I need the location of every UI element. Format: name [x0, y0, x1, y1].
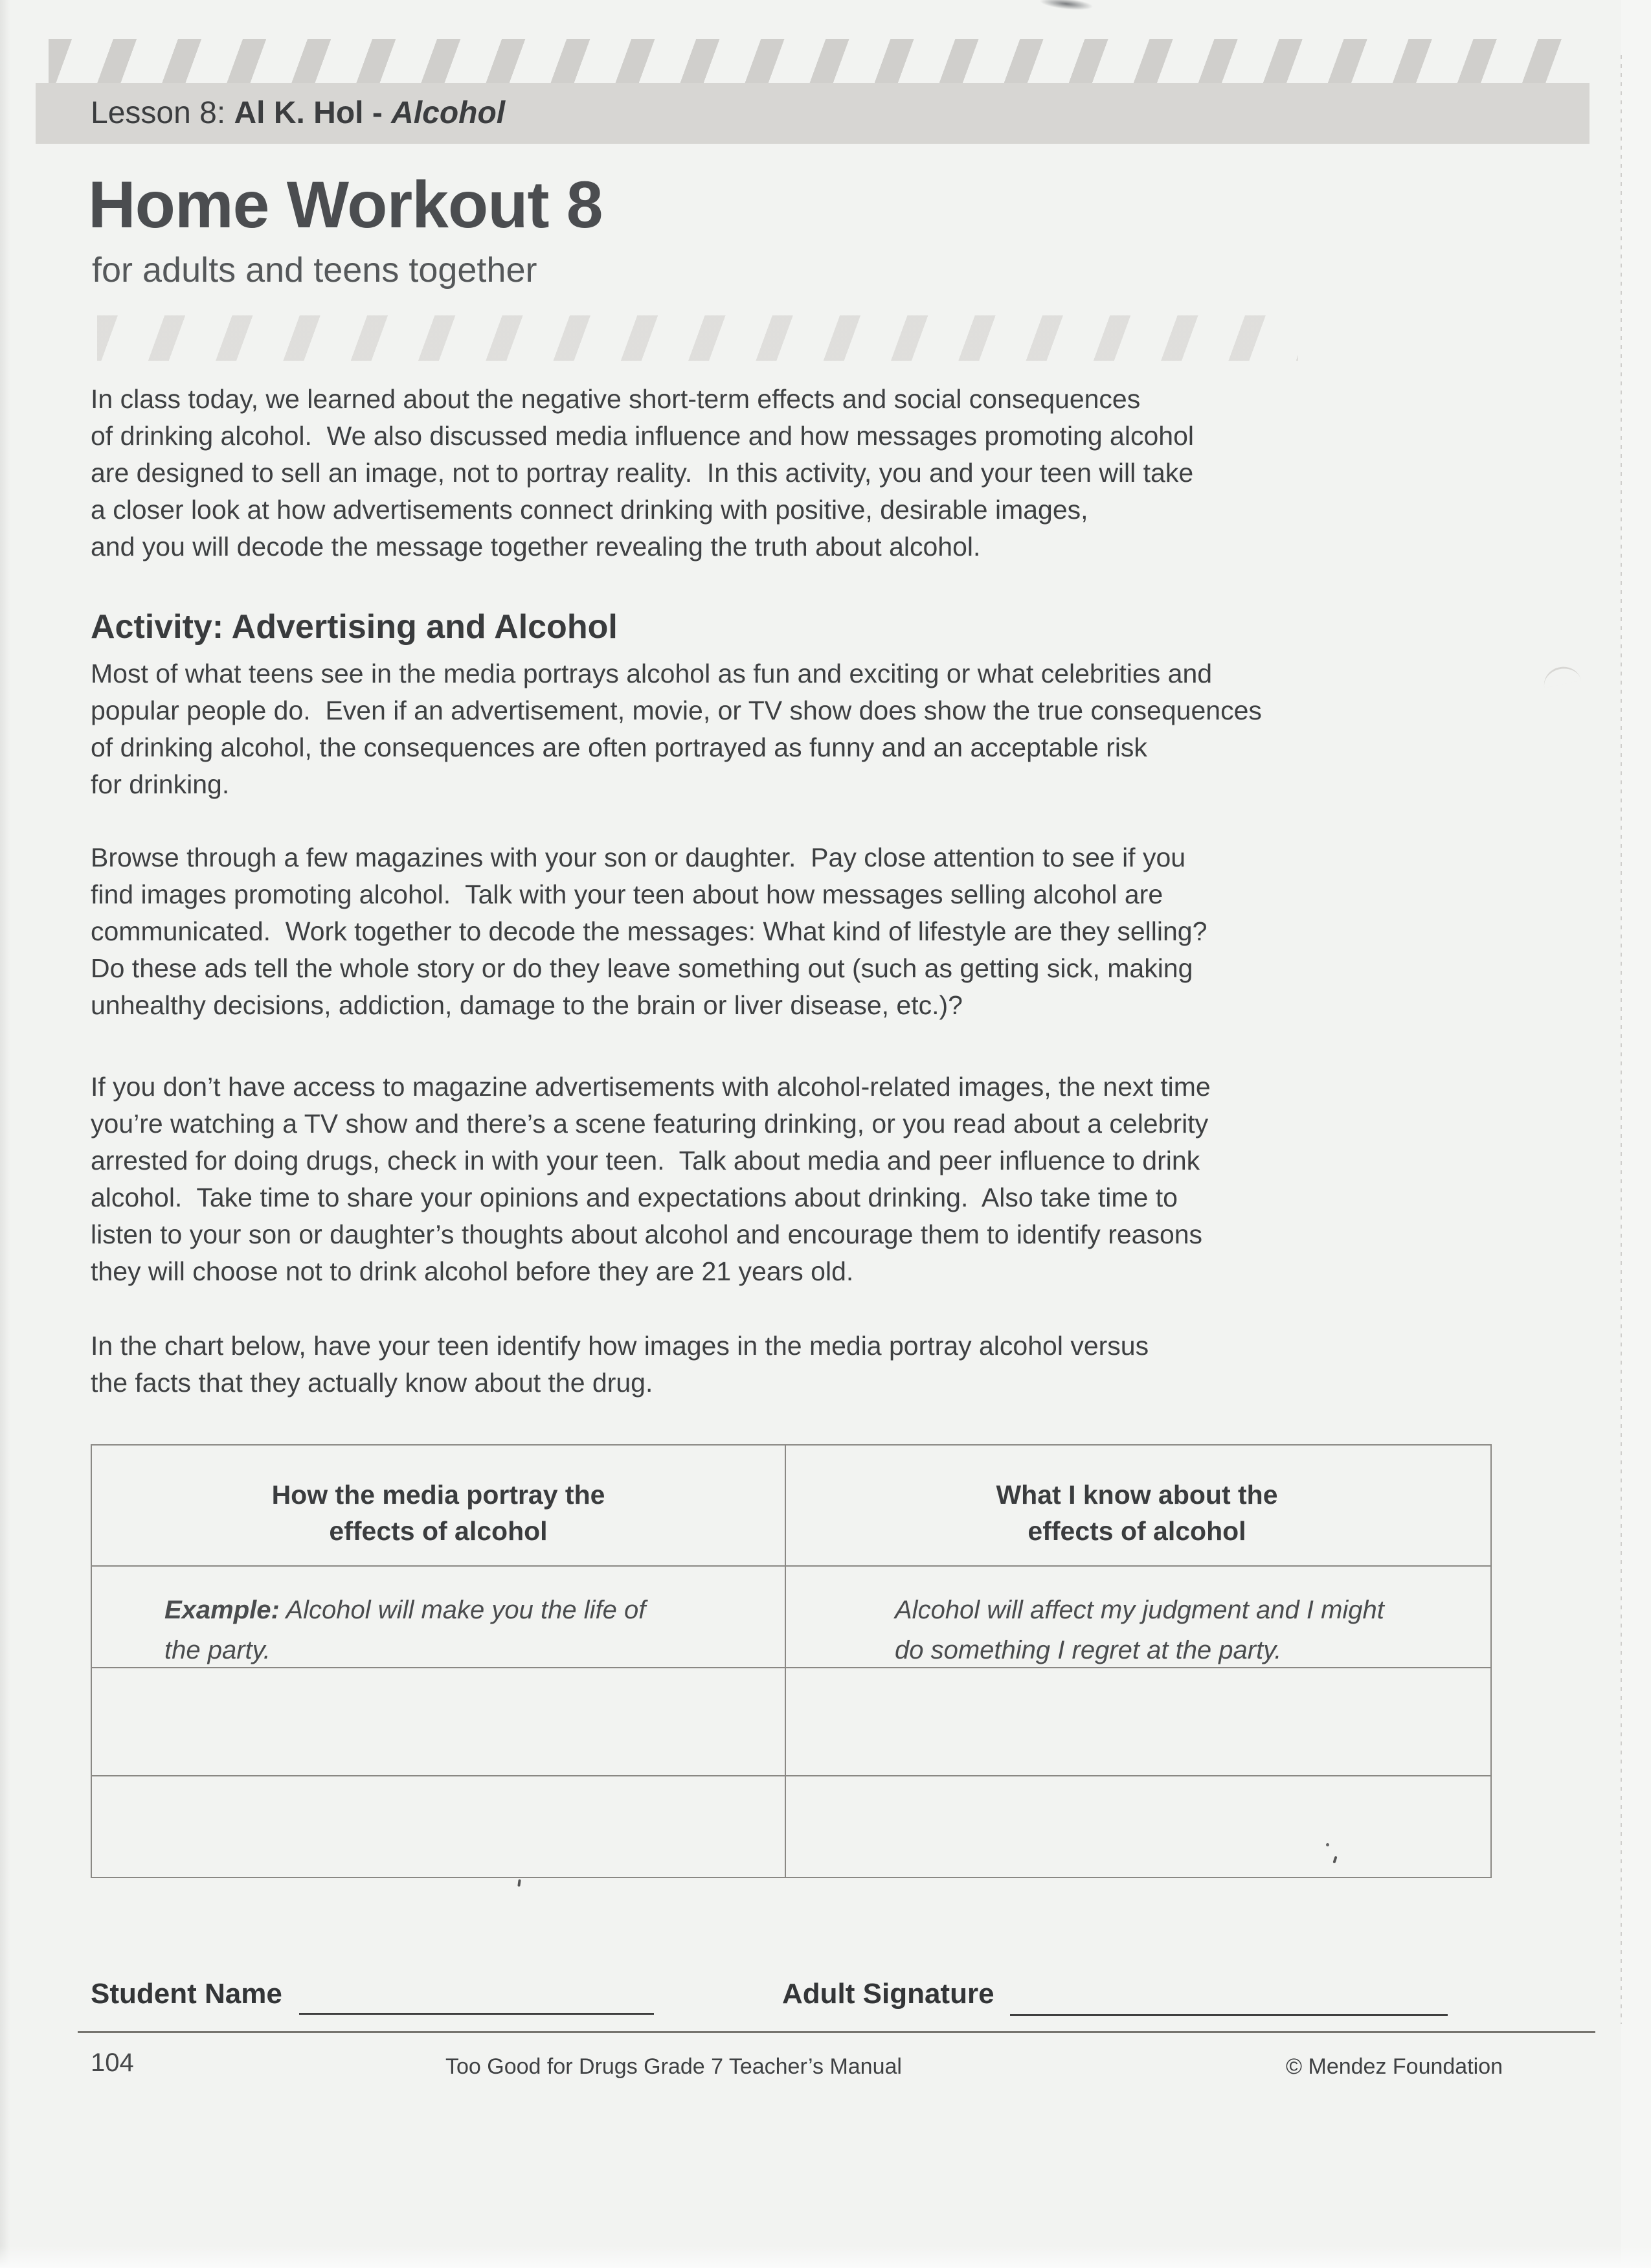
scan-smudge-artifact	[1030, 0, 1103, 15]
adult-signature-field[interactable]	[1010, 2014, 1448, 2016]
example-fact-text: Alcohol will affect my judgment and I might do something I regret at the party.	[895, 1596, 1384, 1664]
example-fact-cell	[785, 1567, 1488, 1667]
table-header-label: What I know about the effects of alcohol	[996, 1480, 1278, 1546]
lesson-topic: Alcohol	[391, 96, 506, 130]
lesson-name: Al K. Hol	[234, 96, 364, 130]
activity-paragraph-3	[91, 1069, 1211, 1290]
paragraph-line: popular people do. Even if an advertisement, movie, or TV show does show the true consequences	[91, 696, 1262, 725]
scan-bottom-edge	[0, 2246, 1651, 2268]
paragraph-line: arrested for doing drugs, check in with your teen. Talk about media and peer influence to drink	[91, 1146, 1200, 1175]
decorative-stripe-band-top	[49, 39, 1583, 83]
lesson-prefix: Lesson 8:	[91, 96, 234, 130]
intro-line: and you will decode the message together revealing the truth about alcohol.	[91, 532, 981, 561]
paragraph-line: listen to your son or daughter’s thoughts about alcohol and encourage them to identify reasons	[91, 1219, 1203, 1249]
paragraph-line: the facts that they actually know about the drug.	[91, 1368, 653, 1398]
intro-line: are designed to sell an image, not to portray reality. In this activity, you and your teen will take	[91, 458, 1194, 488]
footer-divider	[78, 2031, 1595, 2033]
paragraph-line: for drinking.	[91, 769, 230, 799]
manual-title: Too Good for Drugs Grade 7 Teacher’s Manual	[445, 2054, 902, 2079]
example-label: Example:	[164, 1596, 280, 1624]
lesson-banner	[91, 95, 505, 131]
blank-media-cell[interactable]	[92, 1776, 785, 1877]
media-vs-facts-table	[91, 1444, 1492, 1878]
paragraph-line: unhealthy decisions, addiction, damage to the brain or liver disease, etc.)?	[91, 990, 963, 1020]
example-media-cell	[92, 1567, 785, 1667]
activity-paragraph-1	[91, 655, 1262, 803]
paragraph-line: find images promoting alcohol. Talk with your teen about how messages selling alcohol are	[91, 879, 1163, 909]
table-header-cell-facts	[785, 1446, 1488, 1565]
table-blank-row	[92, 1667, 1490, 1775]
page-subtitle: for adults and teens together	[92, 251, 537, 289]
table-header-label: How the media portray the effects of alcohol	[271, 1480, 605, 1546]
example-media-text: Alcohol will make you the life of the party.	[164, 1596, 646, 1664]
pencil-mark-artifact	[1541, 663, 1581, 688]
lesson-dash: -	[363, 96, 392, 130]
student-name-field[interactable]	[299, 2013, 654, 2015]
decorative-stripe-band-middle	[97, 315, 1298, 361]
paragraph-line: In the chart below, have your teen identify how images in the media portray alcohol versus	[91, 1331, 1149, 1361]
table-header-cell-media	[92, 1446, 785, 1565]
paragraph-line: Most of what teens see in the media portrays alcohol as fun and exciting or what celebrities and	[91, 659, 1213, 688]
paragraph-line: of drinking alcohol, the consequences are often portrayed as funny and an acceptable risk	[91, 732, 1147, 762]
table-blank-row	[92, 1775, 1490, 1877]
table-header-row	[92, 1446, 1490, 1565]
blank-fact-cell[interactable]	[785, 1668, 1488, 1775]
intro-line: a closer look at how advertisements connect drinking with positive, desirable images,	[91, 495, 1088, 525]
paragraph-line: If you don’t have access to magazine advertisements with alcohol-related images, the next time	[91, 1072, 1211, 1102]
scan-right-margin	[1621, 0, 1651, 2268]
paragraph-line: Browse through a few magazines with your son or daughter. Pay close attention to see if you	[91, 843, 1186, 872]
adult-signature-label: Adult Signature	[782, 1978, 994, 2010]
table-example-row	[92, 1565, 1490, 1667]
chart-instructions-paragraph	[91, 1328, 1149, 1401]
paragraph-line: you’re watching a TV show and there’s a scene featuring drinking, or you read about a celebrity	[91, 1109, 1209, 1139]
page-number: 104	[91, 2048, 134, 2077]
student-name-label: Student Name	[91, 1978, 282, 2010]
intro-paragraph	[91, 381, 1194, 565]
paragraph-line: Do these ads tell the whole story or do they leave something out (such as getting sick, making	[91, 953, 1193, 983]
copyright-notice: © Mendez Foundation	[1286, 2054, 1503, 2079]
activity-paragraph-2	[91, 839, 1207, 1024]
scan-left-edge-shadow	[0, 0, 10, 2268]
page-title: Home Workout 8	[88, 168, 603, 242]
paragraph-line: alcohol. Take time to share your opinions and expectations about drinking. Also take time to	[91, 1183, 1178, 1212]
intro-line: of drinking alcohol. We also discussed media influence and how messages promoting alcohol	[91, 421, 1194, 451]
paragraph-line: they will choose not to drink alcohol before they are 21 years old.	[91, 1256, 854, 1286]
blank-fact-cell[interactable]	[785, 1776, 1488, 1877]
ink-speck	[517, 1879, 521, 1887]
page-fold-line	[1621, 55, 1622, 2024]
activity-heading: Activity: Advertising and Alcohol	[91, 608, 618, 646]
intro-line: In class today, we learned about the negative short-term effects and social consequences	[91, 384, 1141, 414]
paragraph-line: communicated. Work together to decode the messages: What kind of lifestyle are they selling?	[91, 916, 1207, 946]
blank-media-cell[interactable]	[92, 1668, 785, 1775]
